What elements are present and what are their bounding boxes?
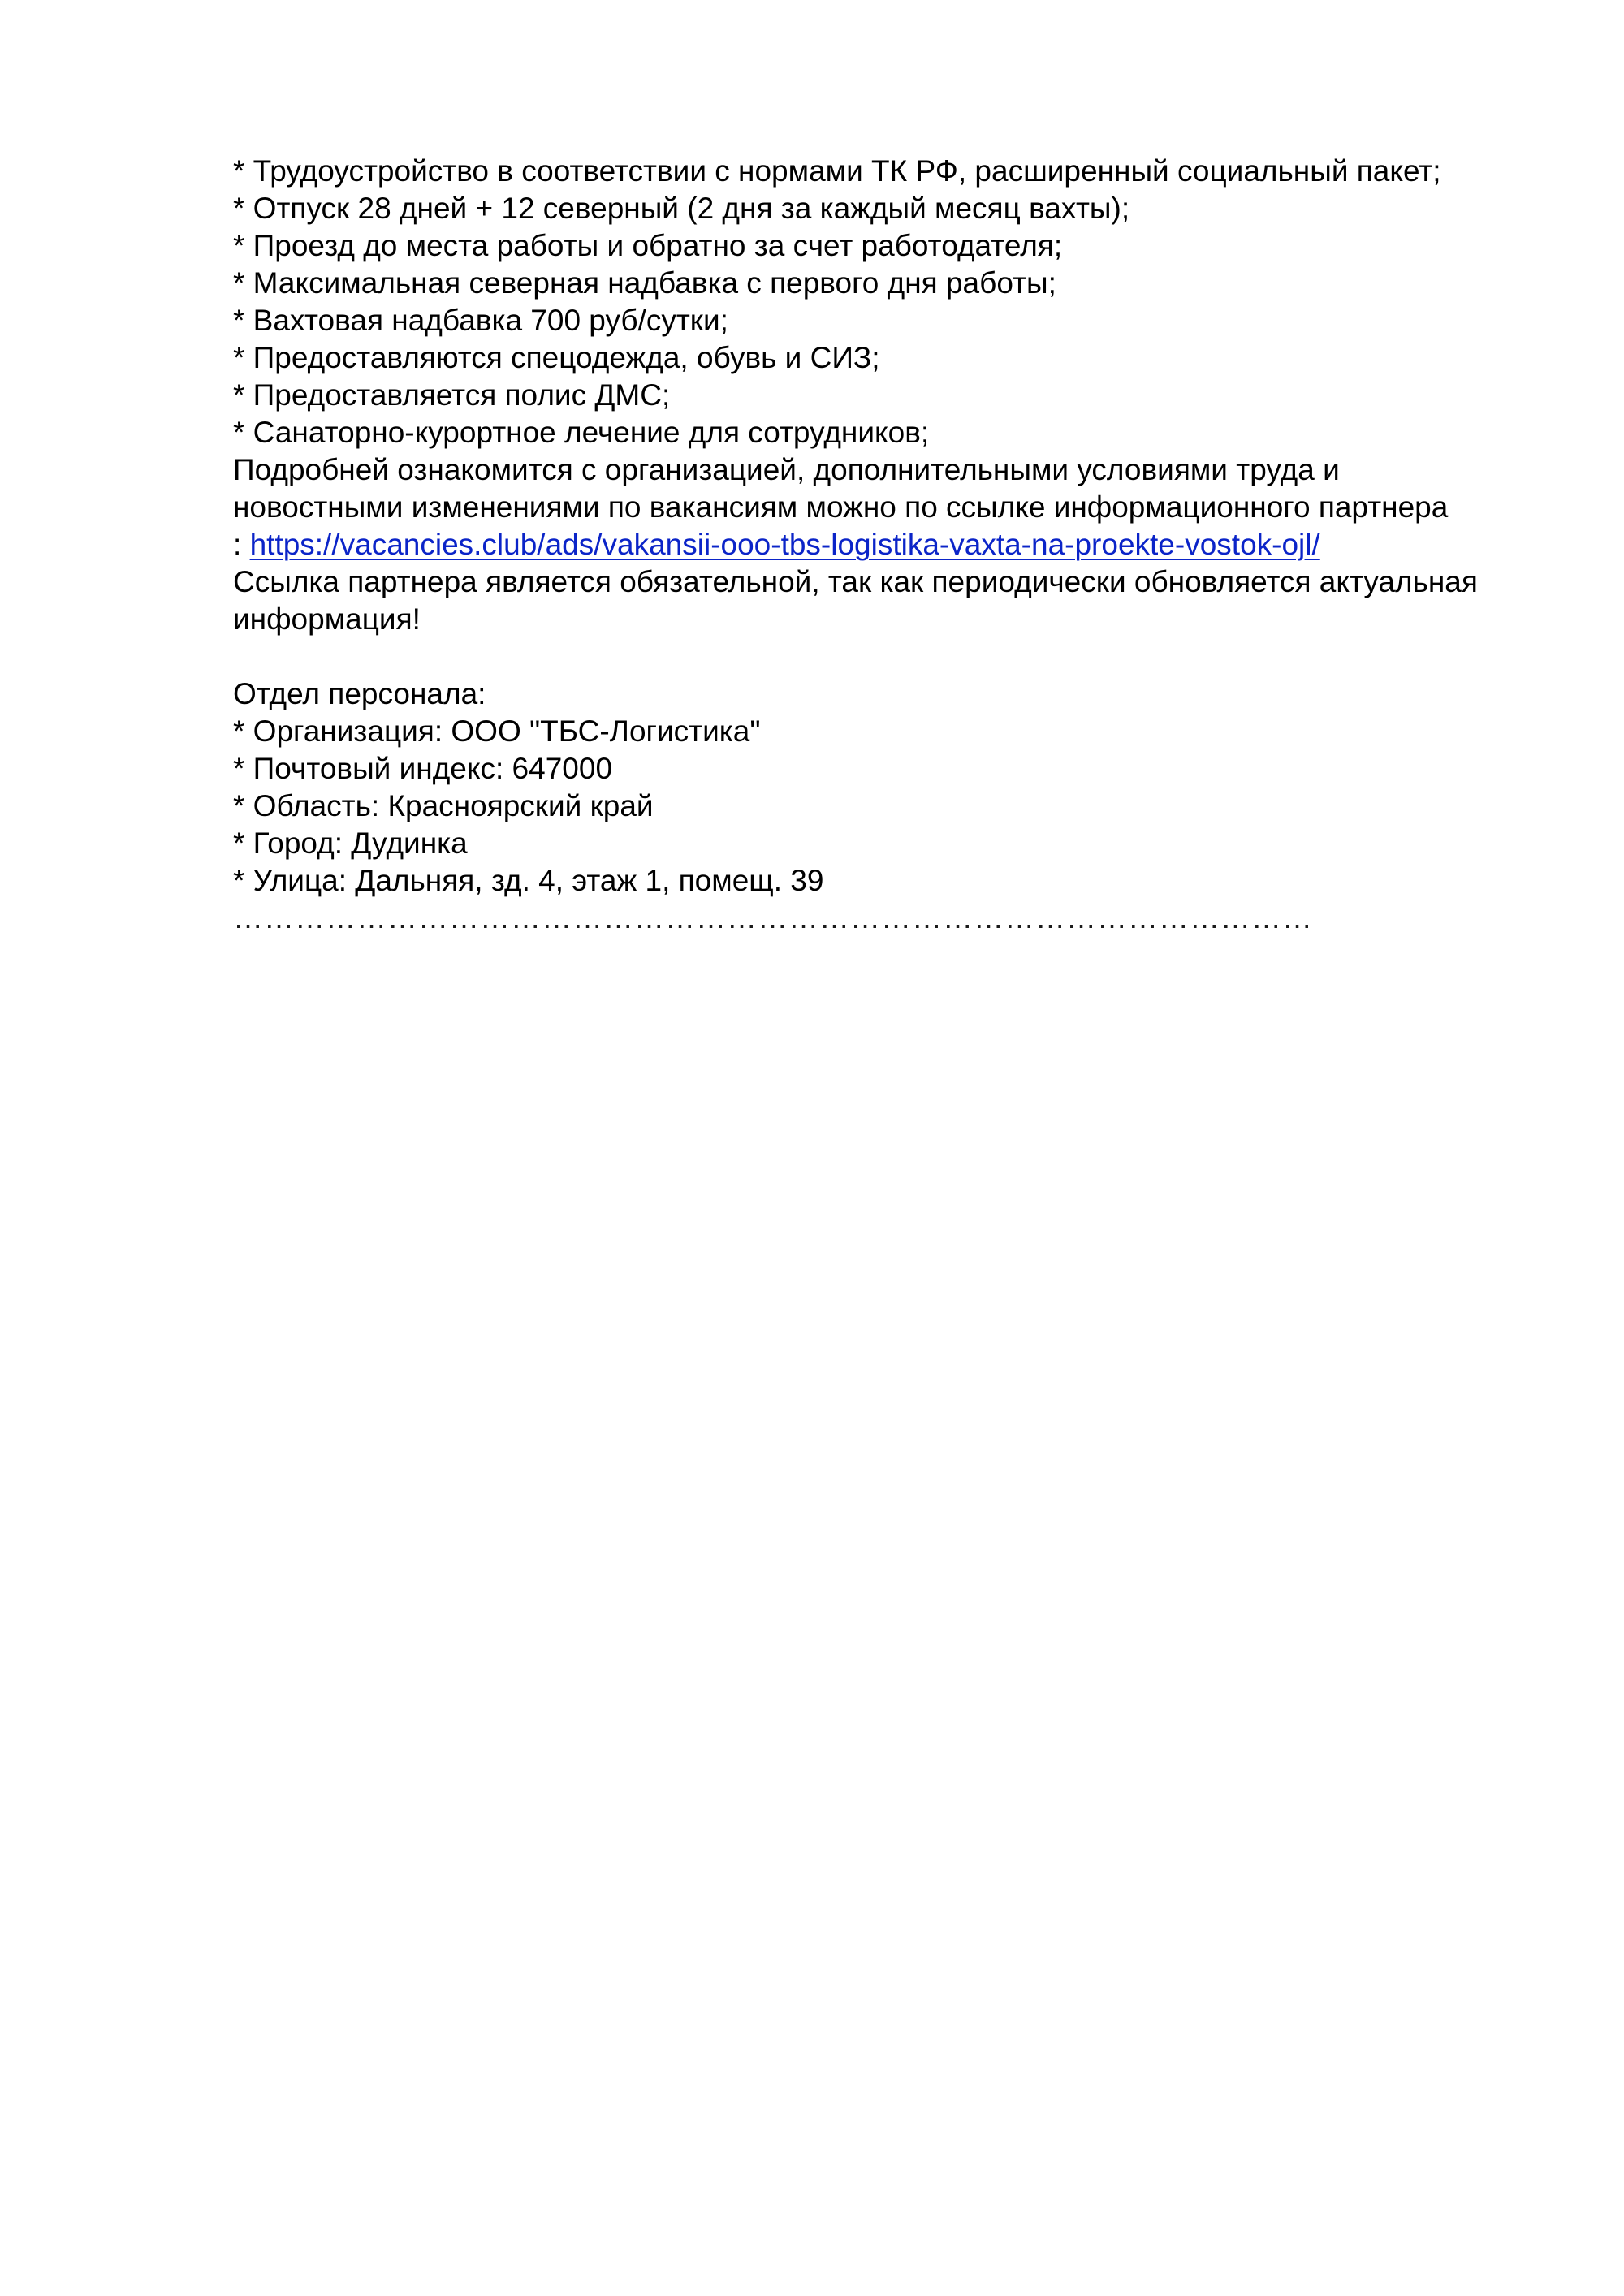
- dotted-separator: ……………………………………………………………………………………………: [233, 901, 1313, 934]
- partner-text-line: новостными изменениями по вакансиям можно по ссылке информационного партнера: [233, 490, 1449, 524]
- benefit-item: * Трудоустройство в соответствии с нормами ТК РФ, расширенный социальный пакет;: [233, 154, 1441, 188]
- partner-info: [233, 451, 1500, 638]
- benefit-item: * Отпуск 28 дней + 12 северный (2 дня за каждый месяц вахты);: [233, 192, 1130, 225]
- partner-note-line: Ссылка партнера является обязательной, так как периодически обновляется актуальная: [233, 565, 1478, 598]
- partner-note-line: информация!: [233, 602, 421, 636]
- hr-contacts: [233, 675, 1500, 900]
- benefit-item: * Максимальная северная надбавка с первого дня работы;: [233, 266, 1056, 300]
- hr-postal-code: * Почтовый индекс: 647000: [233, 752, 613, 785]
- partner-link-line: [233, 526, 1500, 563]
- hr-region: * Область: Красноярский край: [233, 789, 654, 822]
- benefit-item: * Предоставляется полис ДМС;: [233, 378, 671, 412]
- hr-city: * Город: Дудинка: [233, 826, 468, 860]
- benefit-item: * Предоставляются спецодежда, обувь и СИЗ;: [233, 341, 880, 374]
- benefit-item: * Вахтовая надбавка 700 руб/сутки;: [233, 304, 728, 337]
- hr-street: * Улица: Дальняя, зд. 4, этаж 1, помещ. 39: [233, 864, 824, 897]
- benefit-item: * Санаторно-курортное лечение для сотрудников;: [233, 416, 930, 449]
- link-prefix: :: [233, 528, 250, 561]
- hr-title: Отдел персонала:: [233, 677, 486, 710]
- paragraph-spacer: [233, 638, 1500, 675]
- benefit-item: * Проезд до места работы и обратно за счет работодателя;: [233, 229, 1063, 262]
- hr-organization: * Организация: ООО "ТБС-Логистика": [233, 714, 761, 748]
- partner-link[interactable]: https://vacancies.club/ads/vakansii-ooo-tbs-logistika-vaxta-na-proekte-vostok-ojl/: [249, 528, 1320, 561]
- partner-text-line: Подробней ознакомится с организацией, дополнительными условиями труда и: [233, 453, 1340, 486]
- benefits-list: [233, 153, 1500, 451]
- page-content: [233, 153, 1500, 937]
